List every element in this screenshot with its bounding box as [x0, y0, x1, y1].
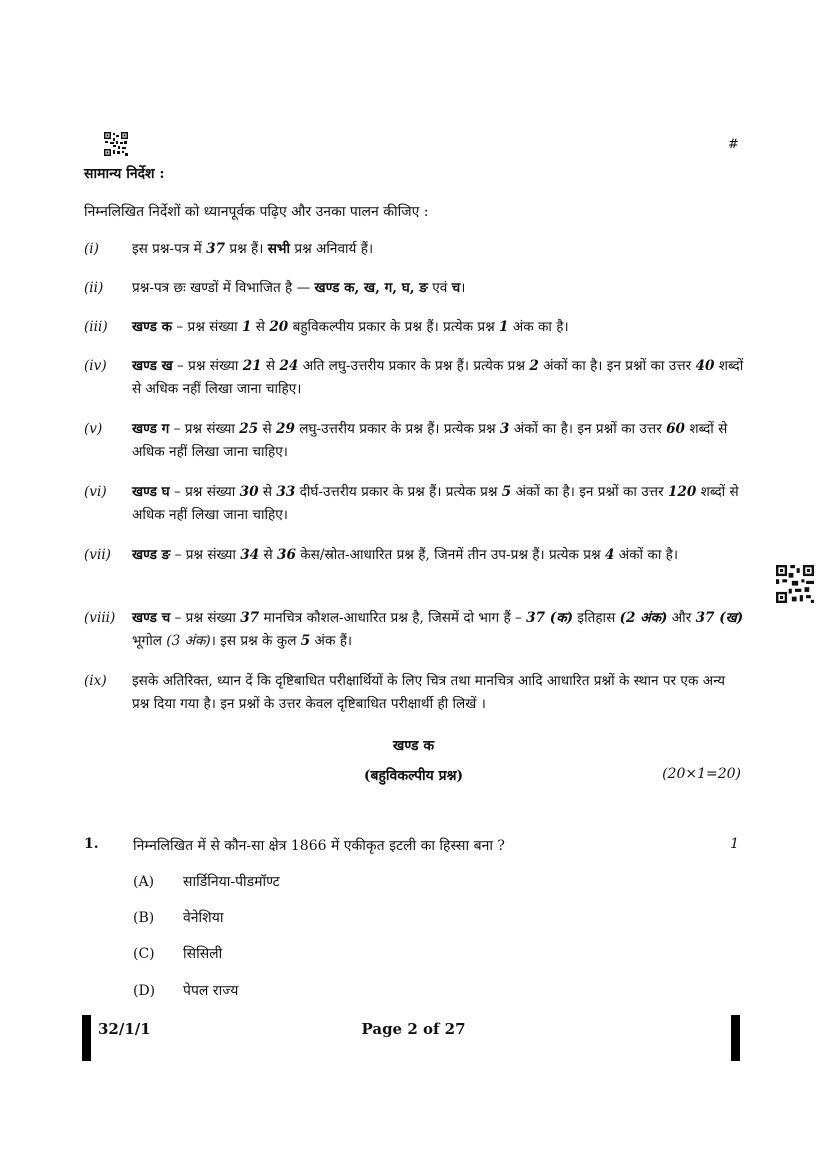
option-text: सिसिली: [183, 946, 223, 962]
instruction-text: इस प्रश्न-पत्र में 37 प्रश्न हैं। सभी प्रश्न अनिवार्य हैं।: [132, 241, 374, 257]
hash-mark: #: [728, 137, 739, 152]
qr-code-top: [104, 132, 128, 156]
paper-code: 32/1/1: [98, 1020, 151, 1038]
instruction-text: खण्ड ङ – प्रश्न संख्या 34 से 36 केस/स्रोत-आधारित प्रश्न हैं, जिनमें तीन उप-प्रश्न हैं। प्रत्येक प्रश्न 4 अंकों का है।: [132, 547, 679, 563]
instruction-item: [84, 481, 744, 527]
option-d: [133, 981, 238, 1000]
instruction-number: (ii): [84, 280, 104, 296]
instruction-item: [84, 607, 744, 653]
instruction-text: खण्ड क – प्रश्न संख्या 1 से 20 बहुविकल्पीय प्रकार के प्रश्न हैं। प्रत्येक प्रश्न 1 अंक का है।: [132, 319, 569, 335]
option-b: [133, 908, 223, 927]
section-subtitle: (बहुविकल्पीय प्रश्न): [363, 768, 464, 784]
page-number: Page 2 of 27: [361, 1020, 466, 1038]
instruction-item: [84, 316, 744, 339]
instruction-number: (i): [84, 241, 99, 257]
option-text: पेपल राज्य: [183, 983, 239, 999]
instruction-number: (v): [84, 421, 103, 437]
option-text: सार्डिनिया-पीडमॉण्ट: [183, 874, 280, 890]
qr-code-side: [776, 564, 814, 604]
instruction-number: (ix): [84, 673, 107, 689]
section-title: खण्ड क: [392, 738, 435, 754]
instruction-item: [84, 238, 744, 261]
instruction-number: (iv): [84, 358, 107, 374]
instruction-text: खण्ड च – प्रश्न संख्या 37 मानचित्र कौशल-आधारित प्रश्न है, जिसमें दो भाग हैं – 37 (क) इतिहास (2 अंक) और 37 (ख) भूगोल (3 अंक)। इस प्रश्न के कुल 5 अंक हैं।: [132, 610, 744, 649]
option-label: (C): [133, 946, 155, 962]
instruction-number: (viii): [84, 610, 116, 626]
instruction-text: खण्ड घ – प्रश्न संख्या 30 से 33 दीर्घ-उत्तरीय प्रकार के प्रश्न हैं। प्रत्येक प्रश्न 5 अंकों का है। इन प्रश्नों का उत्तर 120 शब्दों से अधिक नहीं लिखा जाना चाहिए।: [132, 484, 739, 523]
section-marks: (20×1=20): [662, 766, 741, 782]
instruction-item: [84, 355, 744, 401]
option-c: [133, 944, 222, 963]
instruction-item: [84, 544, 744, 567]
option-a: [133, 872, 280, 891]
instruction-text: खण्ड ग – प्रश्न संख्या 25 से 29 लघु-उत्तरीय प्रकार के प्रश्न हैं। प्रत्येक प्रश्न 3 अंकों का है। इन प्रश्नों का उत्तर 60 शब्दों से अधिक नहीं लिखा जाना चाहिए।: [132, 421, 728, 460]
instruction-number: (iii): [84, 319, 108, 335]
instruction-text: खण्ड ख – प्रश्न संख्या 21 से 24 अति लघु-उत्तरीय प्रकार के प्रश्न हैं। प्रत्येक प्रश्न 2 अंकों का है। इन प्रश्नों का उत्तर 40 शब्दों से अधिक नहीं लिखा जाना चाहिए।: [132, 358, 744, 397]
instruction-text: प्रश्न-पत्र छः खण्डों में विभाजित है — खण्ड क, ख, ग, घ, ङ एवं च।: [132, 280, 466, 296]
option-label: (A): [133, 874, 155, 890]
option-label: (D): [133, 983, 156, 999]
question-marks: 1: [730, 836, 739, 852]
instruction-item: [84, 277, 744, 300]
option-label: (B): [133, 910, 155, 926]
general-instructions-heading: सामान्य निर्देश :: [84, 166, 165, 182]
instruction-text: इसके अतिरिक्त, ध्यान दें कि दृष्टिबाधित परीक्षार्थियों के लिए चित्र तथा मानचित्र आदि आधारित प्रश्नों के स्थान पर एक अन्य प्रश्न दिया गया है। इन प्रश्नों के उत्तर केवल दृष्टिबाधित परीक्षार्थी ही लिखें ।: [132, 673, 725, 712]
question-number: 1.: [84, 836, 99, 852]
instruction-item: [84, 418, 744, 464]
instruction-number: (vii): [84, 547, 111, 563]
instruction-number: (vi): [84, 484, 107, 500]
question-text: निम्नलिखित में से कौन-सा क्षेत्र 1866 में एकीकृत इटली का हिस्सा बना ?: [133, 838, 505, 854]
option-text: वेनेशिया: [183, 910, 224, 926]
instructions-intro: निम्नलिखित निर्देशों को ध्यानपूर्वक पढ़िए और उनका पालन कीजिए :: [84, 204, 429, 220]
instruction-item: [84, 670, 744, 716]
